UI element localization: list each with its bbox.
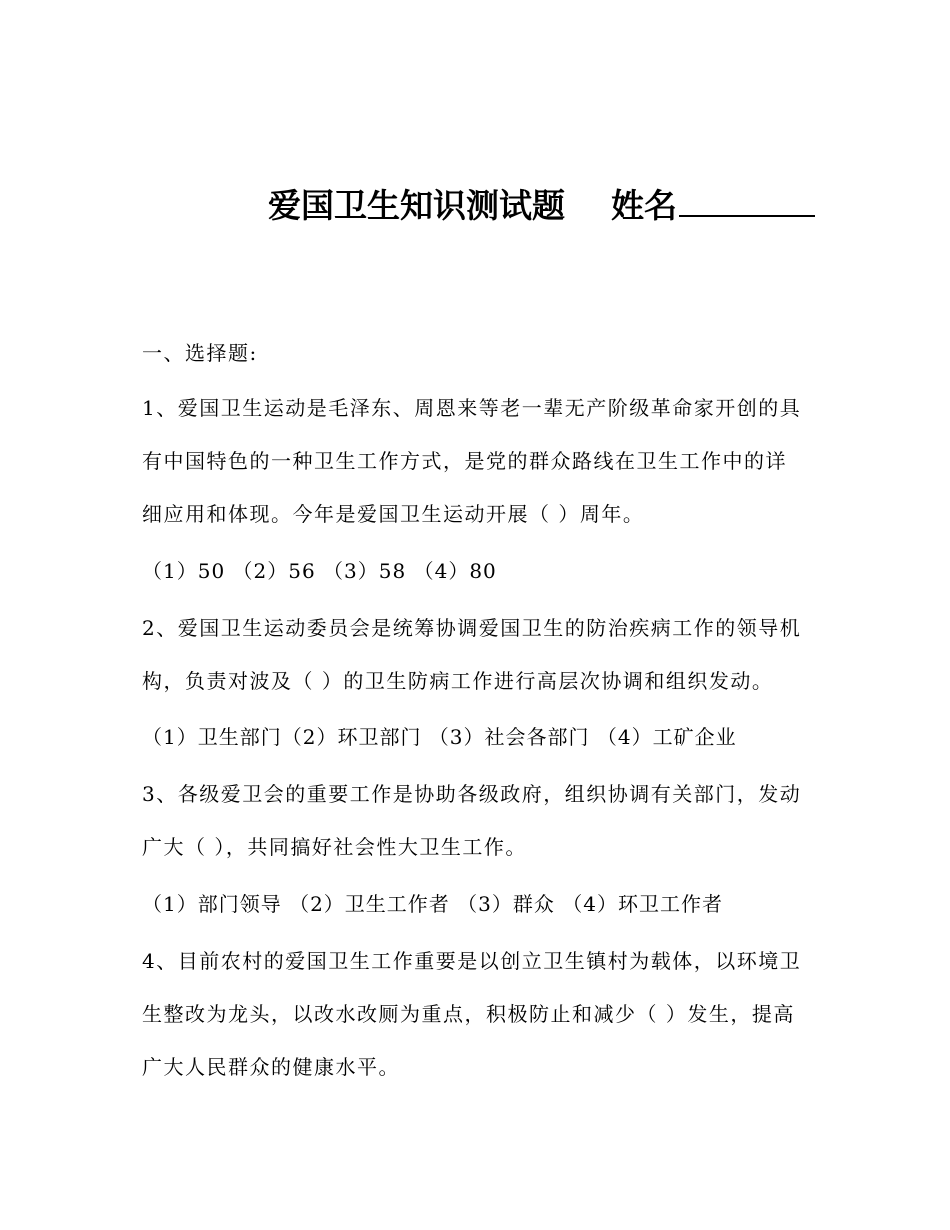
name-blank-line <box>679 187 815 217</box>
page-title <box>268 180 815 227</box>
question-1-line-2: 有中国特色的一种卫生工作方式，是党的群众路线在卫生工作中的详 <box>142 449 787 473</box>
title-text: 爱国卫生知识测试题 <box>268 186 565 225</box>
question-4-line-1: 4、目前农村的爱国卫生工作重要是以创立卫生镇村为载体，以环境卫 <box>142 949 802 973</box>
question-4-line-2: 生整改为龙头，以改水改厕为重点，积极防止和减少（ ）发生，提高 <box>142 1002 795 1026</box>
question-2-line-2: 构，负责对波及（ ）的卫生防病工作进行高层次协调和组织发动。 <box>142 669 774 693</box>
question-1-options: （1）50 （2）56 （3）58 （4）80 <box>142 559 497 583</box>
question-3-options: （1）部门领导 （2）卫生工作者 （3）群众 （4）环卫工作者 <box>142 892 723 916</box>
section-heading: 一、选择题: <box>142 341 258 365</box>
question-1-line-1: 1、爱国卫生运动是毛泽东、周恩来等老一辈无产阶级革命家开创的具 <box>142 396 802 420</box>
question-4-line-3: 广大人民群众的健康水平。 <box>142 1055 400 1079</box>
question-2-line-1: 2、爱国卫生运动委员会是统筹协调爱国卫生的防治疾病工作的领导机 <box>142 616 802 640</box>
name-label: 姓名 <box>611 186 677 225</box>
question-3-line-2: 广大（ ），共同搞好社会性大卫生工作。 <box>142 835 527 859</box>
question-1-line-3: 细应用和体现。今年是爱国卫生运动开展（ ）周年。 <box>142 502 645 526</box>
question-3-line-1: 3、各级爱卫会的重要工作是协助各级政府，组织协调有关部门，发动 <box>142 782 802 806</box>
question-2-options: （1）卫生部门（2）环卫部门 （3）社会各部门 （4）工矿企业 <box>142 725 737 749</box>
